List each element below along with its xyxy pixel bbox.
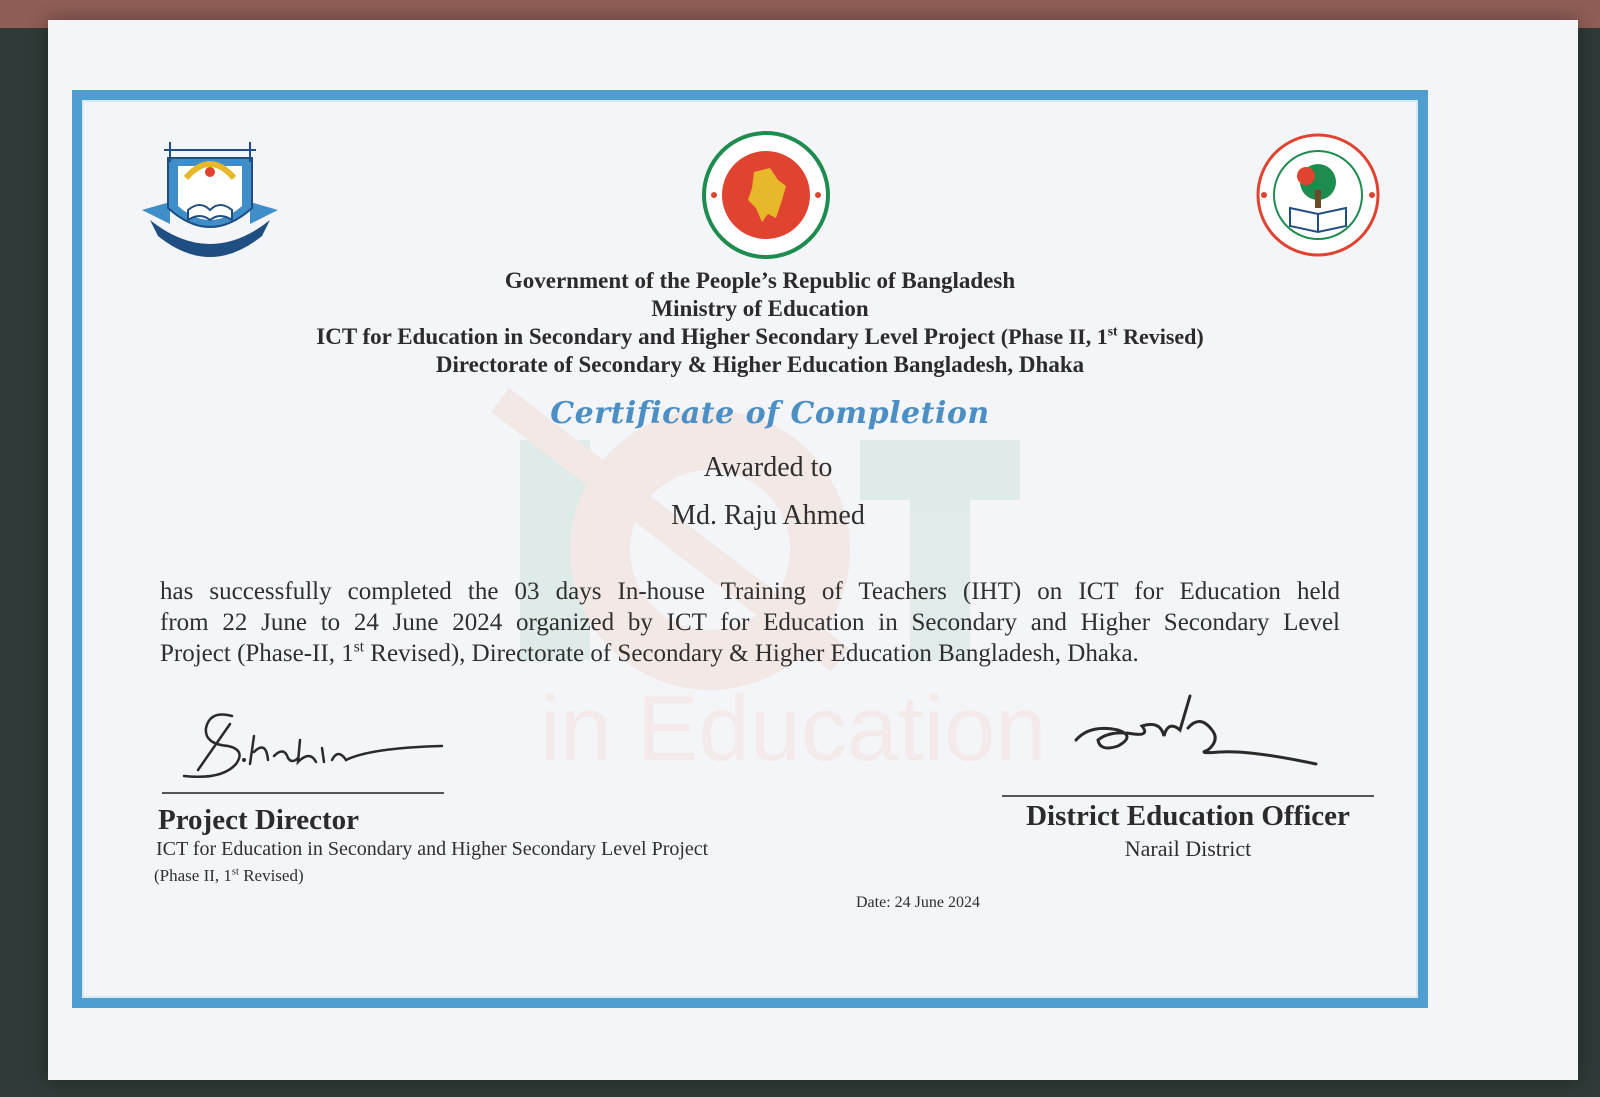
- dshe-seal-icon: [130, 128, 290, 260]
- district-officer-district: Narail District: [1124, 836, 1252, 861]
- header-project: [0, 324, 1560, 350]
- project-director-phase-a: (Phase II, 1: [154, 866, 232, 885]
- district-officer-title: District Education Officer: [1026, 800, 1350, 832]
- header-project-phase-sup: st: [1107, 323, 1118, 339]
- certificate-title: Certificate of Completion: [550, 396, 990, 431]
- watermark-text: in Education: [540, 678, 1047, 780]
- project-director-subtitle: ICT for Education in Secondary and Higher Secondary Level Project: [156, 838, 709, 860]
- body-line-3-b: Revised), Directorate of Secondary & Higher Education Bangladesh, Dhaka.: [364, 640, 1139, 667]
- body-line-3-a: Project (Phase-II, 1: [160, 640, 354, 667]
- project-director-title: Project Director: [158, 804, 359, 836]
- header-project-main: ICT for Education in Secondary and Higher Secondary Level Project: [316, 324, 996, 349]
- header-directorate: Directorate of Secondary & Higher Education Bangladesh, Dhaka: [435, 352, 1085, 377]
- signature-line-right: [1002, 795, 1374, 797]
- header-government: Government of the People’s Republic of Bangladesh: [504, 268, 1016, 293]
- header-project-phase-a: (Phase II, 1: [1000, 324, 1108, 349]
- certificate-body: [160, 576, 1340, 669]
- project-director-signature: [170, 700, 450, 790]
- header-project-phase-b: Revised): [1117, 324, 1204, 349]
- body-line-3-sup: st: [353, 638, 365, 656]
- header-ministry: Ministry of Education: [651, 296, 869, 321]
- government-seal-icon: [696, 130, 836, 260]
- body-line-2: from 22 June to 24 June 2024 organized by ICT for Education in Secondary and Higher Secondary Level: [160, 609, 1340, 636]
- project-director-phase: [154, 866, 304, 886]
- header-project-phase: [1001, 324, 1204, 349]
- district-officer-signature: [1070, 690, 1330, 780]
- signature-line-left: [162, 792, 444, 794]
- recipient-name: Md. Raju Ahmed: [671, 500, 865, 531]
- awarded-label: Awarded to: [703, 452, 833, 483]
- project-director-phase-b: Revised): [238, 866, 304, 885]
- certificate-date: Date: 24 June 2024: [856, 894, 980, 911]
- body-line-3: [160, 638, 1340, 669]
- project-director-phase-sup: st: [231, 866, 239, 878]
- body-line-1: has successfully completed the 03 days In-house Training of Teachers (IHT) on ICT for Education held: [160, 578, 1340, 605]
- education-campaign-seal-icon: [1250, 130, 1386, 260]
